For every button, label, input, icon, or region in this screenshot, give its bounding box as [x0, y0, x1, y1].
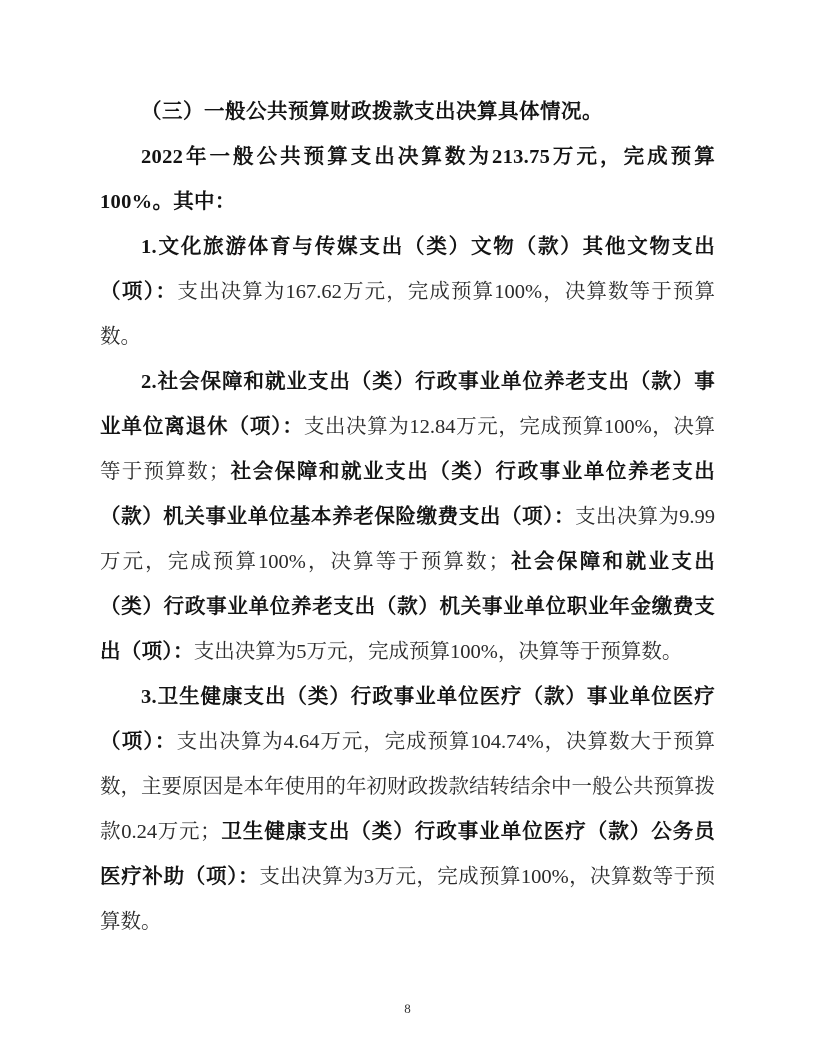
paragraph-item-3 [100, 675, 715, 945]
paragraph-item-1 [100, 225, 715, 360]
run-bold: 3.卫生健康支出（类）行政事业单位医疗（款）事业单位医疗（项）： [100, 686, 715, 753]
run-bold: 社会保障和就业支出（类）行政事业单位养老支出（款）机关事业单位职业年金缴费支出（项）： [100, 551, 716, 663]
run-normal: 支出决算为12.84万元，完成预算100%，决算等于预算数； [100, 416, 716, 483]
run-bold: 2.社会保障和就业支出（类）行政事业单位养老支出（款）事业单位离退休（项）： [100, 371, 715, 438]
run-normal: 支出决算为9.99万元，完成预算100%，决算等于预算数； [100, 506, 715, 573]
paragraph-total-expenditure [100, 135, 715, 225]
page-number: 8 [404, 1001, 411, 1016]
section-heading: （三）一般公共预算财政拨款支出决算具体情况。 [141, 101, 603, 123]
run-normal: 支出决算为5万元，完成预算100%，决算等于预算数。 [193, 641, 683, 663]
run-normal: 支出决算为167.62万元，完成预算100%，决算数等于预算数。 [100, 281, 715, 348]
paragraph-item-2 [100, 360, 715, 675]
run-normal: 支出决算为3万元，完成预算100%，决算数等于预算数。 [100, 866, 715, 933]
document-body [100, 90, 715, 945]
run-normal: 支出决算为4.64万元，完成预算104.74%，决算数大于预算数，主要原因是本年使用的年初财政拨款结转结余中一般公共预算拨款0.24万元； [100, 731, 716, 843]
run-bold: 1.文化旅游体育与传媒支出（类）文物（款）其他文物支出（项）： [100, 236, 715, 303]
run-bold: 卫生健康支出（类）行政事业单位医疗（款）公务员医疗补助（项）： [100, 821, 716, 888]
run-bold: 社会保障和就业支出（类）行政事业单位养老支出（款）机关事业单位基本养老保险缴费支出（项）： [100, 461, 715, 528]
run-bold: 2022年一般公共预算支出决算数为213.75万元，完成预算100%。其中： [100, 146, 715, 213]
